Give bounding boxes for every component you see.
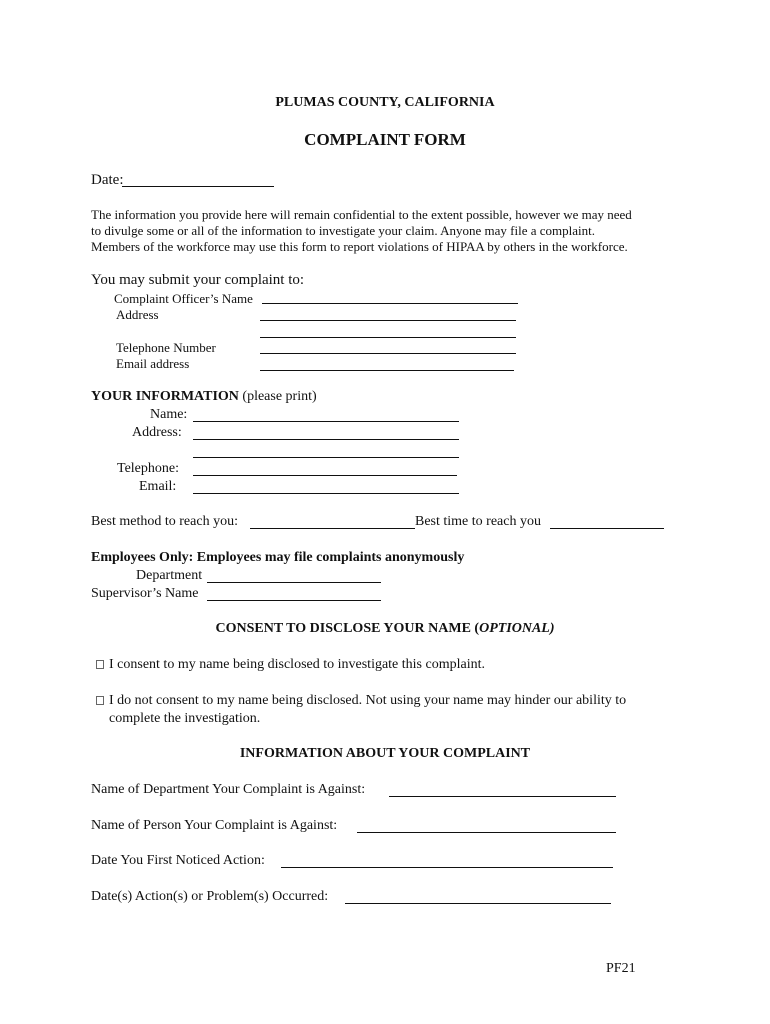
your-address-field-1[interactable] bbox=[193, 439, 459, 440]
officer-name-label: Complaint Officer’s Name bbox=[114, 291, 253, 306]
date-field[interactable] bbox=[122, 186, 274, 187]
department-label: Department bbox=[136, 568, 203, 583]
officer-name-field[interactable] bbox=[262, 303, 518, 304]
consent-checkbox[interactable] bbox=[96, 660, 104, 669]
complaint-department-field[interactable] bbox=[389, 796, 616, 797]
your-name-label: Name: bbox=[150, 407, 188, 422]
intro-line-2: to divulge some or all of the information to investigate your claim. Anyone may file a complaint. bbox=[91, 223, 595, 238]
your-info-heading bbox=[91, 390, 317, 404]
best-time-label: Best time to reach you bbox=[415, 514, 541, 529]
your-info-heading-bold: YOUR INFORMATION bbox=[91, 389, 239, 404]
complaint-heading: INFORMATION ABOUT YOUR COMPLAINT bbox=[239, 746, 531, 761]
your-name-field[interactable] bbox=[193, 421, 459, 422]
officer-phone-label: Telephone Number bbox=[116, 340, 216, 355]
supervisor-label: Supervisor’s Name bbox=[91, 586, 199, 601]
your-info-heading-note: (please print) bbox=[238, 389, 317, 404]
your-phone-field[interactable] bbox=[193, 475, 457, 476]
form-title: COMPLAINT FORM bbox=[304, 130, 466, 149]
consent-heading-text: CONSENT TO DISCLOSE YOUR NAME ( bbox=[215, 621, 480, 636]
no-consent-checkbox[interactable] bbox=[96, 696, 104, 705]
first-noticed-field[interactable] bbox=[281, 867, 613, 868]
your-email-field[interactable] bbox=[193, 493, 459, 494]
officer-address-field-2[interactable] bbox=[260, 337, 516, 338]
your-email-label: Email: bbox=[139, 479, 177, 494]
consent-option-1: I consent to my name being disclosed to investigate this complaint. bbox=[109, 657, 485, 672]
occurred-label: Date(s) Action(s) or Problem(s) Occurred: bbox=[91, 889, 329, 904]
your-phone-label: Telephone: bbox=[117, 461, 179, 476]
first-noticed-label: Date You First Noticed Action: bbox=[91, 853, 265, 868]
officer-email-label: Email address bbox=[116, 356, 190, 371]
complaint-person-label: Name of Person Your Complaint is Against: bbox=[91, 818, 338, 833]
consent-heading bbox=[0, 622, 770, 636]
supervisor-field[interactable] bbox=[207, 600, 381, 601]
best-method-field[interactable] bbox=[250, 528, 415, 529]
consent-option-2-line-2: complete the investigation. bbox=[109, 711, 261, 726]
submit-heading: You may submit your complaint to: bbox=[91, 272, 305, 288]
occurred-field[interactable] bbox=[345, 903, 611, 904]
complaint-department-label: Name of Department Your Complaint is Against: bbox=[91, 782, 366, 797]
county-heading: PLUMAS COUNTY, CALIFORNIA bbox=[275, 95, 495, 110]
your-address-field-2[interactable] bbox=[193, 457, 459, 458]
officer-address-field-1[interactable] bbox=[260, 320, 516, 321]
complaint-person-field[interactable] bbox=[357, 832, 616, 833]
officer-phone-field[interactable] bbox=[260, 353, 516, 354]
employees-heading: Employees Only: Employees may file complaints anonymously bbox=[91, 550, 465, 565]
intro-line-3: Members of the workforce may use this form to report violations of HIPAA by others in the workforce. bbox=[91, 239, 628, 254]
best-method-label: Best method to reach you: bbox=[91, 514, 238, 529]
best-time-field[interactable] bbox=[550, 528, 664, 529]
consent-heading-optional: OPTIONAL) bbox=[479, 621, 555, 636]
date-label: Date: bbox=[91, 172, 124, 188]
officer-address-label: Address bbox=[116, 307, 159, 322]
officer-email-field[interactable] bbox=[260, 370, 514, 371]
your-address-label: Address: bbox=[132, 425, 182, 440]
consent-option-2-line-1: I do not consent to my name being disclosed. Not using your name may hinder our ability to bbox=[109, 693, 627, 708]
intro-line-1: The information you provide here will remain confidential to the extent possible, however we may need bbox=[91, 207, 632, 222]
department-field[interactable] bbox=[207, 582, 381, 583]
form-code: PF21 bbox=[606, 961, 636, 976]
